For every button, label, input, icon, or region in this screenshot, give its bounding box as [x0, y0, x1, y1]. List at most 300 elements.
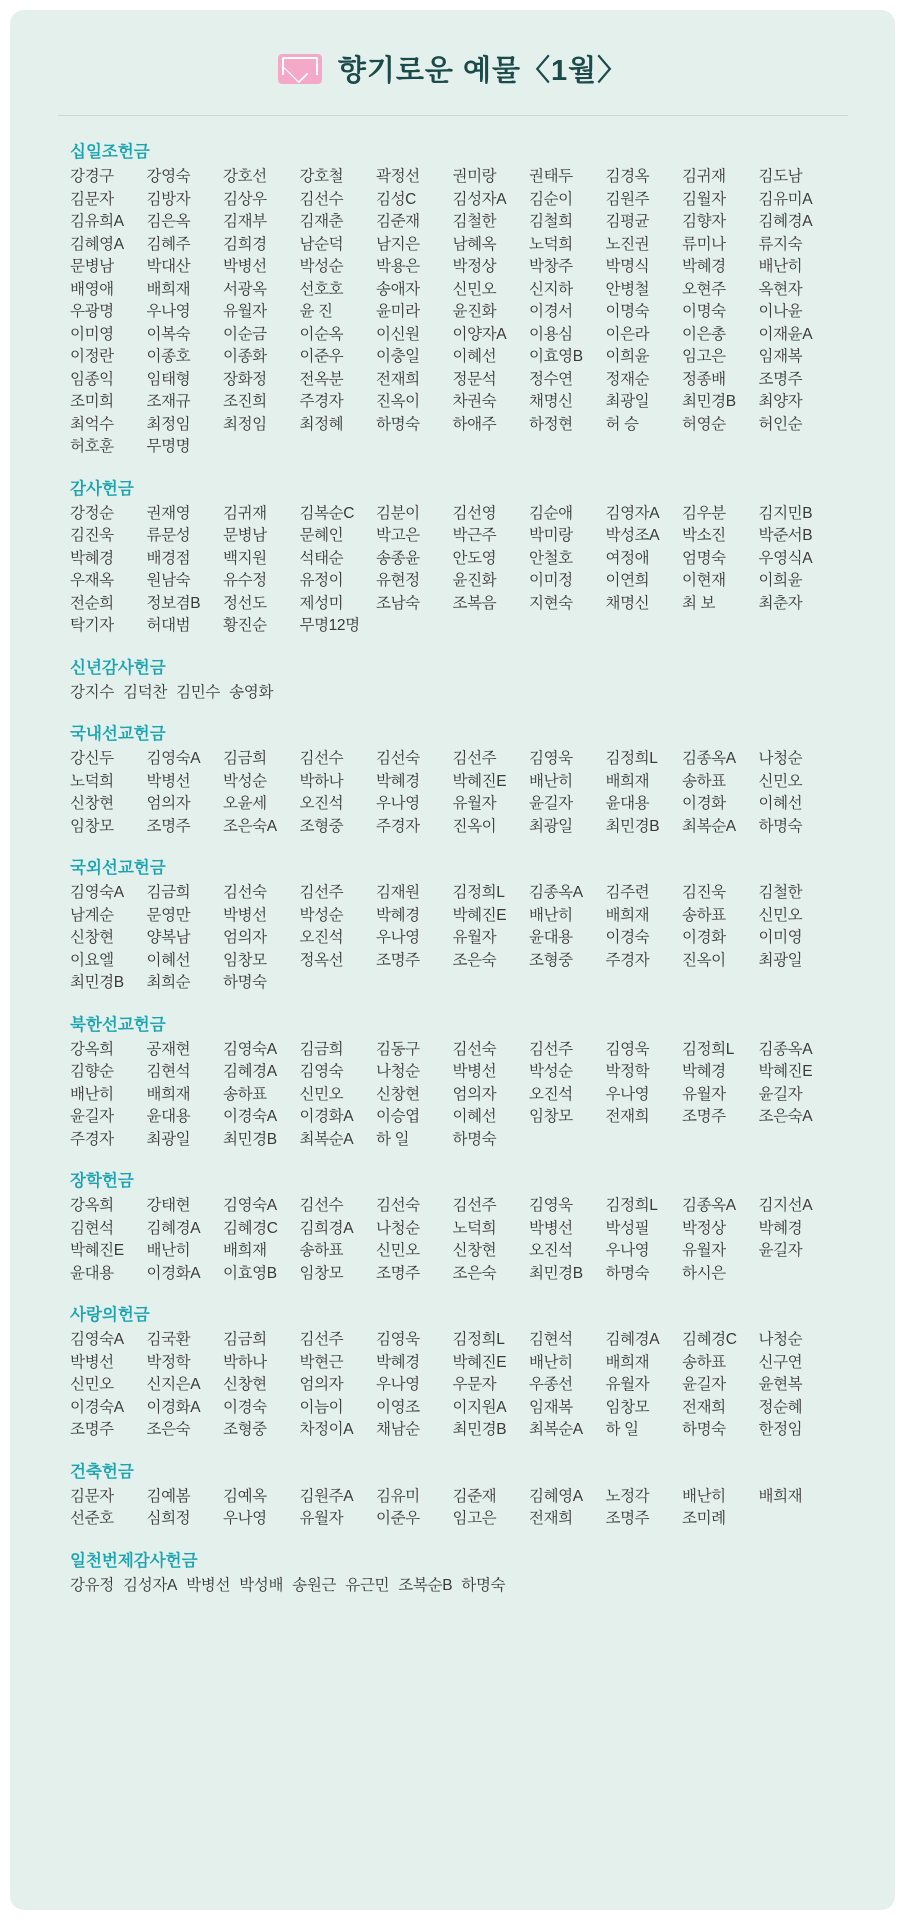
name-item: 권미랑 [452, 168, 497, 185]
name-item: 정문석 [452, 370, 497, 388]
name-item: 양복남 [146, 929, 191, 946]
name-item: 박성순 [299, 258, 344, 275]
name-item: 김혜영A [529, 1487, 583, 1505]
name-item: 최민경B [452, 1421, 507, 1438]
name-item: 조은숙 [452, 1264, 497, 1282]
name-item: 박병선 [146, 772, 191, 790]
name-item: 임창모 [70, 817, 114, 835]
name-item: 박하나 [223, 1353, 267, 1371]
name-item: 우나영 [146, 303, 191, 320]
name-item: 이경숙A [70, 1398, 124, 1416]
name-item: 엄의자 [146, 795, 191, 812]
name-item: 배희재 [223, 1242, 267, 1259]
name-item: 김금희 [146, 884, 191, 901]
name-item: 박정학 [146, 1353, 191, 1371]
name-item: 선호호 [299, 280, 344, 298]
name-item: 신민오 [758, 772, 803, 790]
name-item: 김순이 [529, 190, 573, 208]
name-item: 허인순 [758, 415, 803, 433]
name-item: 김정희L [452, 1331, 505, 1348]
section-title: 사랑의헌금 [70, 1306, 150, 1324]
name-item: 유근민 [345, 1576, 390, 1594]
name-item: 임창모 [605, 1398, 650, 1416]
section-love [70, 1301, 835, 1442]
name-item: 이준우 [299, 348, 344, 365]
name-item: 김귀재 [682, 168, 726, 185]
name-item: 정보겸B [146, 594, 201, 612]
name-item: 유월자 [452, 929, 497, 946]
name-item: 강지수 [70, 683, 115, 701]
name-item: 김재춘 [299, 213, 344, 230]
name-item: 최민경B [682, 393, 736, 410]
name-item: 강태현 [146, 1197, 191, 1214]
name-item: 이순옥 [299, 325, 344, 343]
name-item: 차정이A [299, 1421, 354, 1438]
name-item: 박병선 [70, 1353, 114, 1371]
name-item: 배희재 [146, 1085, 191, 1103]
section-northkorea [70, 1011, 835, 1152]
name-item: 이충일 [376, 348, 420, 365]
name-item: 최복순A [529, 1421, 583, 1438]
name-item: 주경자 [376, 817, 420, 835]
name-item: 조은숙 [146, 1421, 191, 1438]
name-item: 김금희 [223, 1331, 267, 1348]
name-item: 엄의자 [223, 929, 267, 946]
name-item: 임고은 [682, 348, 726, 365]
name-item: 이지원A [452, 1398, 507, 1416]
name-item: 이은총 [682, 325, 726, 343]
name-item: 남계순 [70, 906, 114, 924]
name-item: 김선주 [299, 884, 344, 901]
name-item: 송애자 [376, 280, 420, 298]
name-item: 우나영 [376, 929, 420, 946]
name-item: 노덕희 [452, 1219, 497, 1237]
name-item: 유월자 [605, 1376, 650, 1393]
name-item: 김혜주 [146, 235, 191, 253]
name-item: 최복순A [299, 1130, 354, 1148]
name-item: 이경서 [529, 303, 573, 320]
name-item: 이복숙 [146, 325, 191, 343]
name-item: 유월자 [223, 303, 267, 320]
name-item: 하시은 [682, 1264, 726, 1282]
name-item: 송영화 [229, 683, 274, 701]
name-item: 김유희A [70, 213, 124, 230]
name-item: 이명숙 [605, 303, 650, 320]
name-item: 전재희 [682, 1398, 726, 1416]
name-item: 남순덕 [299, 235, 344, 253]
name-item: 김성자A [452, 190, 507, 208]
name-item: 박병선 [223, 258, 267, 275]
name-item: 박준서B [758, 527, 813, 544]
name-item: 김진욱 [70, 527, 114, 544]
name-item: 우나영 [376, 795, 420, 812]
envelope-icon [278, 54, 322, 84]
page-title: 향기로운 예물〈1월〉 [337, 55, 628, 87]
name-item: 이정란 [70, 348, 114, 365]
name-item: 남혜옥 [452, 235, 497, 253]
name-item: 무명12명 [299, 617, 360, 634]
name-item: 이재윤A [758, 325, 813, 343]
name-item: 김유미 [376, 1487, 420, 1505]
name-item: 하 일 [376, 1130, 410, 1148]
name-item: 김혜경A [146, 1219, 201, 1237]
name-item: 김경옥 [605, 168, 650, 185]
name-item: 하명숙 [223, 974, 267, 991]
name-item: 박성순 [299, 906, 344, 924]
name-item: 조명주 [682, 1108, 726, 1125]
name-item: 전순희 [70, 594, 114, 612]
name-item: 김영욱 [376, 1331, 420, 1348]
name-item: 최양자 [758, 393, 803, 410]
name-item: 최민경B [70, 974, 124, 991]
name-item: 엄명숙 [682, 549, 726, 567]
name-grid [70, 748, 835, 838]
name-item: 조진희 [223, 393, 267, 410]
name-item: 조명주 [758, 370, 803, 388]
name-item: 하명숙 [758, 817, 803, 835]
name-item: 정옥선 [299, 951, 344, 969]
name-item: 김유미A [758, 190, 813, 208]
name-item: 문혜인 [299, 527, 344, 544]
name-item: 허 승 [605, 415, 639, 433]
name-item: 김종옥A [682, 750, 736, 767]
name-item: 오진석 [299, 795, 344, 812]
name-item: 김성C [376, 190, 416, 208]
name-item: 조남숙 [376, 594, 420, 612]
name-item: 나청순 [376, 1219, 420, 1237]
name-item: 심희정 [146, 1510, 191, 1527]
section-tithe [70, 138, 835, 459]
name-item: 이경숙 [223, 1398, 267, 1416]
name-item: 주경자 [70, 1130, 114, 1148]
name-item: 윤현복 [758, 1376, 803, 1393]
name-item: 배경점 [146, 549, 191, 567]
name-item: 이희윤 [758, 572, 803, 589]
name-item: 김혜경C [682, 1331, 737, 1348]
name-grid [70, 1039, 835, 1152]
name-item: 최정임 [223, 415, 267, 433]
name-grid [70, 1329, 835, 1442]
name-item: 하명숙 [452, 1130, 497, 1148]
name-item: 배난히 [529, 906, 573, 924]
name-item: 유월자 [452, 795, 497, 812]
name-item: 이순금 [223, 325, 267, 343]
name-item: 김선주 [452, 1197, 497, 1214]
name-item: 김준재 [452, 1487, 497, 1505]
name-item: 김진욱 [682, 884, 726, 901]
name-item: 김문자 [70, 190, 114, 208]
name-item: 배난히 [682, 1487, 726, 1505]
name-item: 최정임 [146, 415, 191, 433]
name-item: 김지선A [758, 1197, 813, 1214]
section-title: 신년감사헌금 [70, 658, 166, 677]
name-item: 김영숙A [70, 884, 124, 901]
name-item: 김정희L [605, 1197, 658, 1214]
name-item: 배희재 [146, 280, 191, 298]
name-item: 박성순 [223, 772, 267, 790]
name-item: 김귀재 [223, 504, 267, 522]
name-item: 박정학 [605, 1063, 650, 1080]
name-item: 윤길자 [758, 1085, 803, 1103]
name-item: 안병철 [605, 280, 650, 298]
name-item: 신창현 [70, 929, 114, 946]
name-item: 김종옥A [758, 1040, 813, 1058]
name-item: 강정순 [70, 504, 114, 522]
name-item: 이종화 [223, 348, 267, 365]
name-item: 우영식A [758, 549, 813, 567]
name-item: 우광명 [70, 303, 114, 320]
name-item: 김철희 [529, 213, 573, 230]
name-item: 옥현자 [758, 280, 803, 298]
name-item: 김국환 [146, 1331, 191, 1348]
name-item: 이준우 [376, 1510, 420, 1527]
name-item: 김재원 [376, 884, 420, 901]
name-item: 오윤세 [223, 795, 267, 812]
name-item: 배난히 [70, 1085, 114, 1103]
name-item: 박혜경 [682, 1063, 726, 1080]
name-item: 이요엘 [70, 951, 114, 969]
name-item: 김주련 [605, 884, 650, 901]
name-item: 김철한 [452, 213, 497, 230]
name-item: 최복순A [682, 817, 736, 835]
name-item: 김영욱 [529, 1197, 573, 1214]
name-item: 박정상 [682, 1219, 726, 1237]
name-list [70, 682, 835, 705]
name-item: 조명주 [376, 1264, 420, 1282]
name-item: 조재규 [146, 393, 191, 410]
name-item: 석태순 [299, 549, 344, 567]
name-item: 조미희 [70, 393, 114, 410]
name-list [70, 1575, 835, 1598]
name-item: 신민오 [452, 280, 497, 298]
section-title: 감사헌금 [70, 479, 134, 498]
name-item: 강옥희 [70, 1197, 114, 1214]
name-item: 이경화 [682, 929, 726, 946]
name-item: 박성배 [239, 1576, 284, 1594]
name-item: 윤대용 [146, 1108, 191, 1125]
name-item: 최억수 [70, 415, 114, 433]
name-item: 송하표 [223, 1085, 267, 1103]
name-item: 박혜경 [758, 1219, 803, 1237]
name-item: 이양자A [452, 325, 507, 343]
section-building [70, 1458, 835, 1531]
name-item: 최민경B [605, 817, 660, 835]
name-item: 이혜선 [758, 795, 803, 812]
name-item: 우종선 [529, 1376, 573, 1393]
name-item: 박혜진E [452, 906, 507, 924]
name-item: 우나영 [223, 1510, 267, 1527]
name-item: 박용은 [376, 258, 420, 275]
name-item: 박명식 [605, 258, 650, 275]
name-item: 신민오 [376, 1242, 420, 1259]
name-item: 박대산 [146, 258, 191, 275]
name-item: 김우분 [682, 504, 726, 522]
name-item: 이경숙A [223, 1108, 277, 1125]
name-item: 김금희 [223, 750, 267, 767]
name-item: 이경화A [146, 1264, 201, 1282]
name-item: 조은숙A [223, 817, 277, 835]
name-item: 이연희 [605, 572, 650, 589]
name-item: 무명명 [146, 438, 191, 455]
name-item: 허호훈 [70, 438, 114, 455]
name-item: 배희재 [758, 1487, 803, 1505]
name-item: 신창현 [376, 1085, 420, 1103]
name-item: 김금희 [299, 1040, 344, 1058]
name-item: 조명주 [376, 951, 420, 969]
name-item: 엄의자 [452, 1085, 497, 1103]
name-item: 신민오 [299, 1085, 344, 1103]
name-item: 임재복 [758, 348, 803, 365]
name-item: 배희재 [605, 906, 650, 924]
name-item: 권태두 [529, 168, 573, 185]
name-item: 김현석 [529, 1331, 573, 1348]
name-item: 김예옥 [223, 1487, 267, 1505]
name-item: 김향자 [682, 213, 726, 230]
name-item: 박성순 [529, 1063, 573, 1080]
name-item: 배영애 [70, 280, 114, 298]
name-item: 전재희 [529, 1510, 573, 1527]
name-item: 임창모 [529, 1108, 573, 1125]
name-item: 전옥분 [299, 370, 344, 388]
name-item: 김동구 [376, 1040, 420, 1058]
name-item: 김영숙A [146, 750, 201, 767]
name-item: 윤미라 [376, 303, 420, 320]
name-item: 오진석 [529, 1242, 573, 1259]
name-item: 채명신 [529, 393, 573, 410]
name-item: 곽정선 [376, 168, 420, 185]
name-item: 우나영 [376, 1376, 420, 1393]
name-item: 박혜진E [70, 1242, 124, 1259]
section-foreign [70, 854, 835, 995]
name-item: 김현석 [70, 1219, 114, 1237]
name-item: 박혜진E [758, 1063, 813, 1080]
name-item: 김월자 [682, 190, 726, 208]
name-item: 김선주 [299, 1331, 344, 1348]
name-item: 우나영 [605, 1085, 650, 1103]
name-item: 배난히 [529, 772, 573, 790]
name-item: 오진석 [529, 1085, 573, 1103]
name-item: 배난히 [758, 258, 803, 275]
name-item: 김선숙 [223, 884, 267, 901]
name-item: 박하나 [299, 772, 344, 790]
name-item: 강호철 [299, 168, 344, 185]
name-item: 배난히 [529, 1353, 573, 1371]
name-item: 윤길자 [529, 795, 573, 812]
name-item: 허대범 [146, 617, 191, 634]
name-item: 송하표 [682, 772, 726, 790]
name-item: 우재옥 [70, 572, 114, 589]
name-item: 김성자A [123, 1576, 178, 1594]
name-item: 노덕희 [70, 772, 114, 790]
name-item: 조명주 [70, 1421, 114, 1438]
name-item: 정종배 [682, 370, 726, 388]
name-item: 박병선 [186, 1576, 231, 1594]
name-item: 류미나 [682, 235, 726, 253]
name-item: 박병선 [529, 1219, 573, 1237]
name-item: 노정각 [605, 1487, 650, 1505]
name-item: 송종윤 [376, 549, 420, 567]
name-item: 허영순 [682, 415, 726, 433]
name-item: 류문성 [146, 527, 191, 544]
name-item: 장화정 [223, 370, 267, 388]
name-item: 김민수 [176, 683, 221, 701]
section-title: 북한선교헌금 [70, 1015, 166, 1034]
name-item: 배희재 [605, 772, 650, 790]
section-title: 십일조헌금 [70, 143, 150, 161]
name-item: 김영숙A [70, 1331, 124, 1348]
name-item: 김선수 [299, 750, 344, 767]
name-item: 윤진화 [452, 303, 497, 320]
name-item: 임종익 [70, 370, 114, 388]
name-item: 조미례 [682, 1510, 726, 1527]
name-item: 류지숙 [758, 235, 803, 253]
name-item: 하명숙 [605, 1264, 650, 1282]
name-item: 여정애 [605, 549, 650, 567]
sections-container [10, 116, 895, 1597]
name-item: 유월자 [682, 1085, 726, 1103]
name-item: 제성미 [299, 594, 344, 612]
name-item: 박병선 [223, 906, 267, 924]
name-item: 김영욱 [605, 1040, 650, 1058]
name-item: 김영숙A [223, 1197, 277, 1214]
name-item: 강옥희 [70, 1040, 114, 1058]
name-item: 조명주 [605, 1510, 650, 1527]
name-item: 김혜경A [605, 1331, 660, 1348]
name-item: 김영자A [605, 504, 660, 522]
name-item: 이늠이 [299, 1398, 344, 1416]
name-item: 박현근 [299, 1353, 344, 1371]
name-item: 이경화 [682, 795, 726, 812]
name-item: 배난히 [146, 1242, 191, 1259]
name-item: 조복음 [452, 594, 497, 612]
name-item: 박창주 [529, 258, 573, 275]
name-item: 노진권 [605, 235, 650, 253]
name-item: 전재희 [376, 370, 420, 388]
name-item: 진옥이 [682, 951, 726, 969]
section-newyear [70, 654, 835, 705]
name-item: 이미영 [70, 325, 114, 343]
name-item: 문병남 [223, 527, 267, 544]
name-item: 박근주 [452, 527, 497, 544]
name-item: 최희순 [146, 974, 191, 991]
section-title: 국외선교헌금 [70, 859, 166, 877]
name-item: 김철한 [758, 884, 803, 901]
name-item: 윤길자 [70, 1108, 114, 1125]
name-item: 오진석 [299, 929, 344, 946]
bulletin-card [10, 10, 895, 1910]
name-item: 우문자 [452, 1376, 497, 1393]
name-item: 신창현 [70, 795, 114, 812]
name-item: 우나영 [605, 1242, 650, 1259]
name-item: 하정현 [529, 415, 573, 433]
name-item: 한정임 [758, 1421, 803, 1438]
name-item: 최광일 [605, 393, 650, 410]
name-item: 김희경A [299, 1219, 354, 1237]
name-item: 최민경B [223, 1130, 277, 1148]
name-item: 조은숙A [758, 1108, 813, 1125]
name-item: 김예봄 [146, 1487, 191, 1505]
name-item: 진옥이 [452, 817, 497, 835]
name-item: 윤진화 [452, 572, 497, 589]
name-item: 박정상 [452, 258, 497, 275]
section-scholarship [70, 1167, 835, 1285]
name-item: 박병선 [452, 1063, 497, 1080]
name-item: 차권숙 [452, 393, 497, 410]
name-item: 박고은 [376, 527, 420, 544]
name-item: 박미랑 [529, 527, 573, 544]
name-item: 정수연 [529, 370, 573, 388]
name-item: 하명숙 [682, 1421, 726, 1438]
